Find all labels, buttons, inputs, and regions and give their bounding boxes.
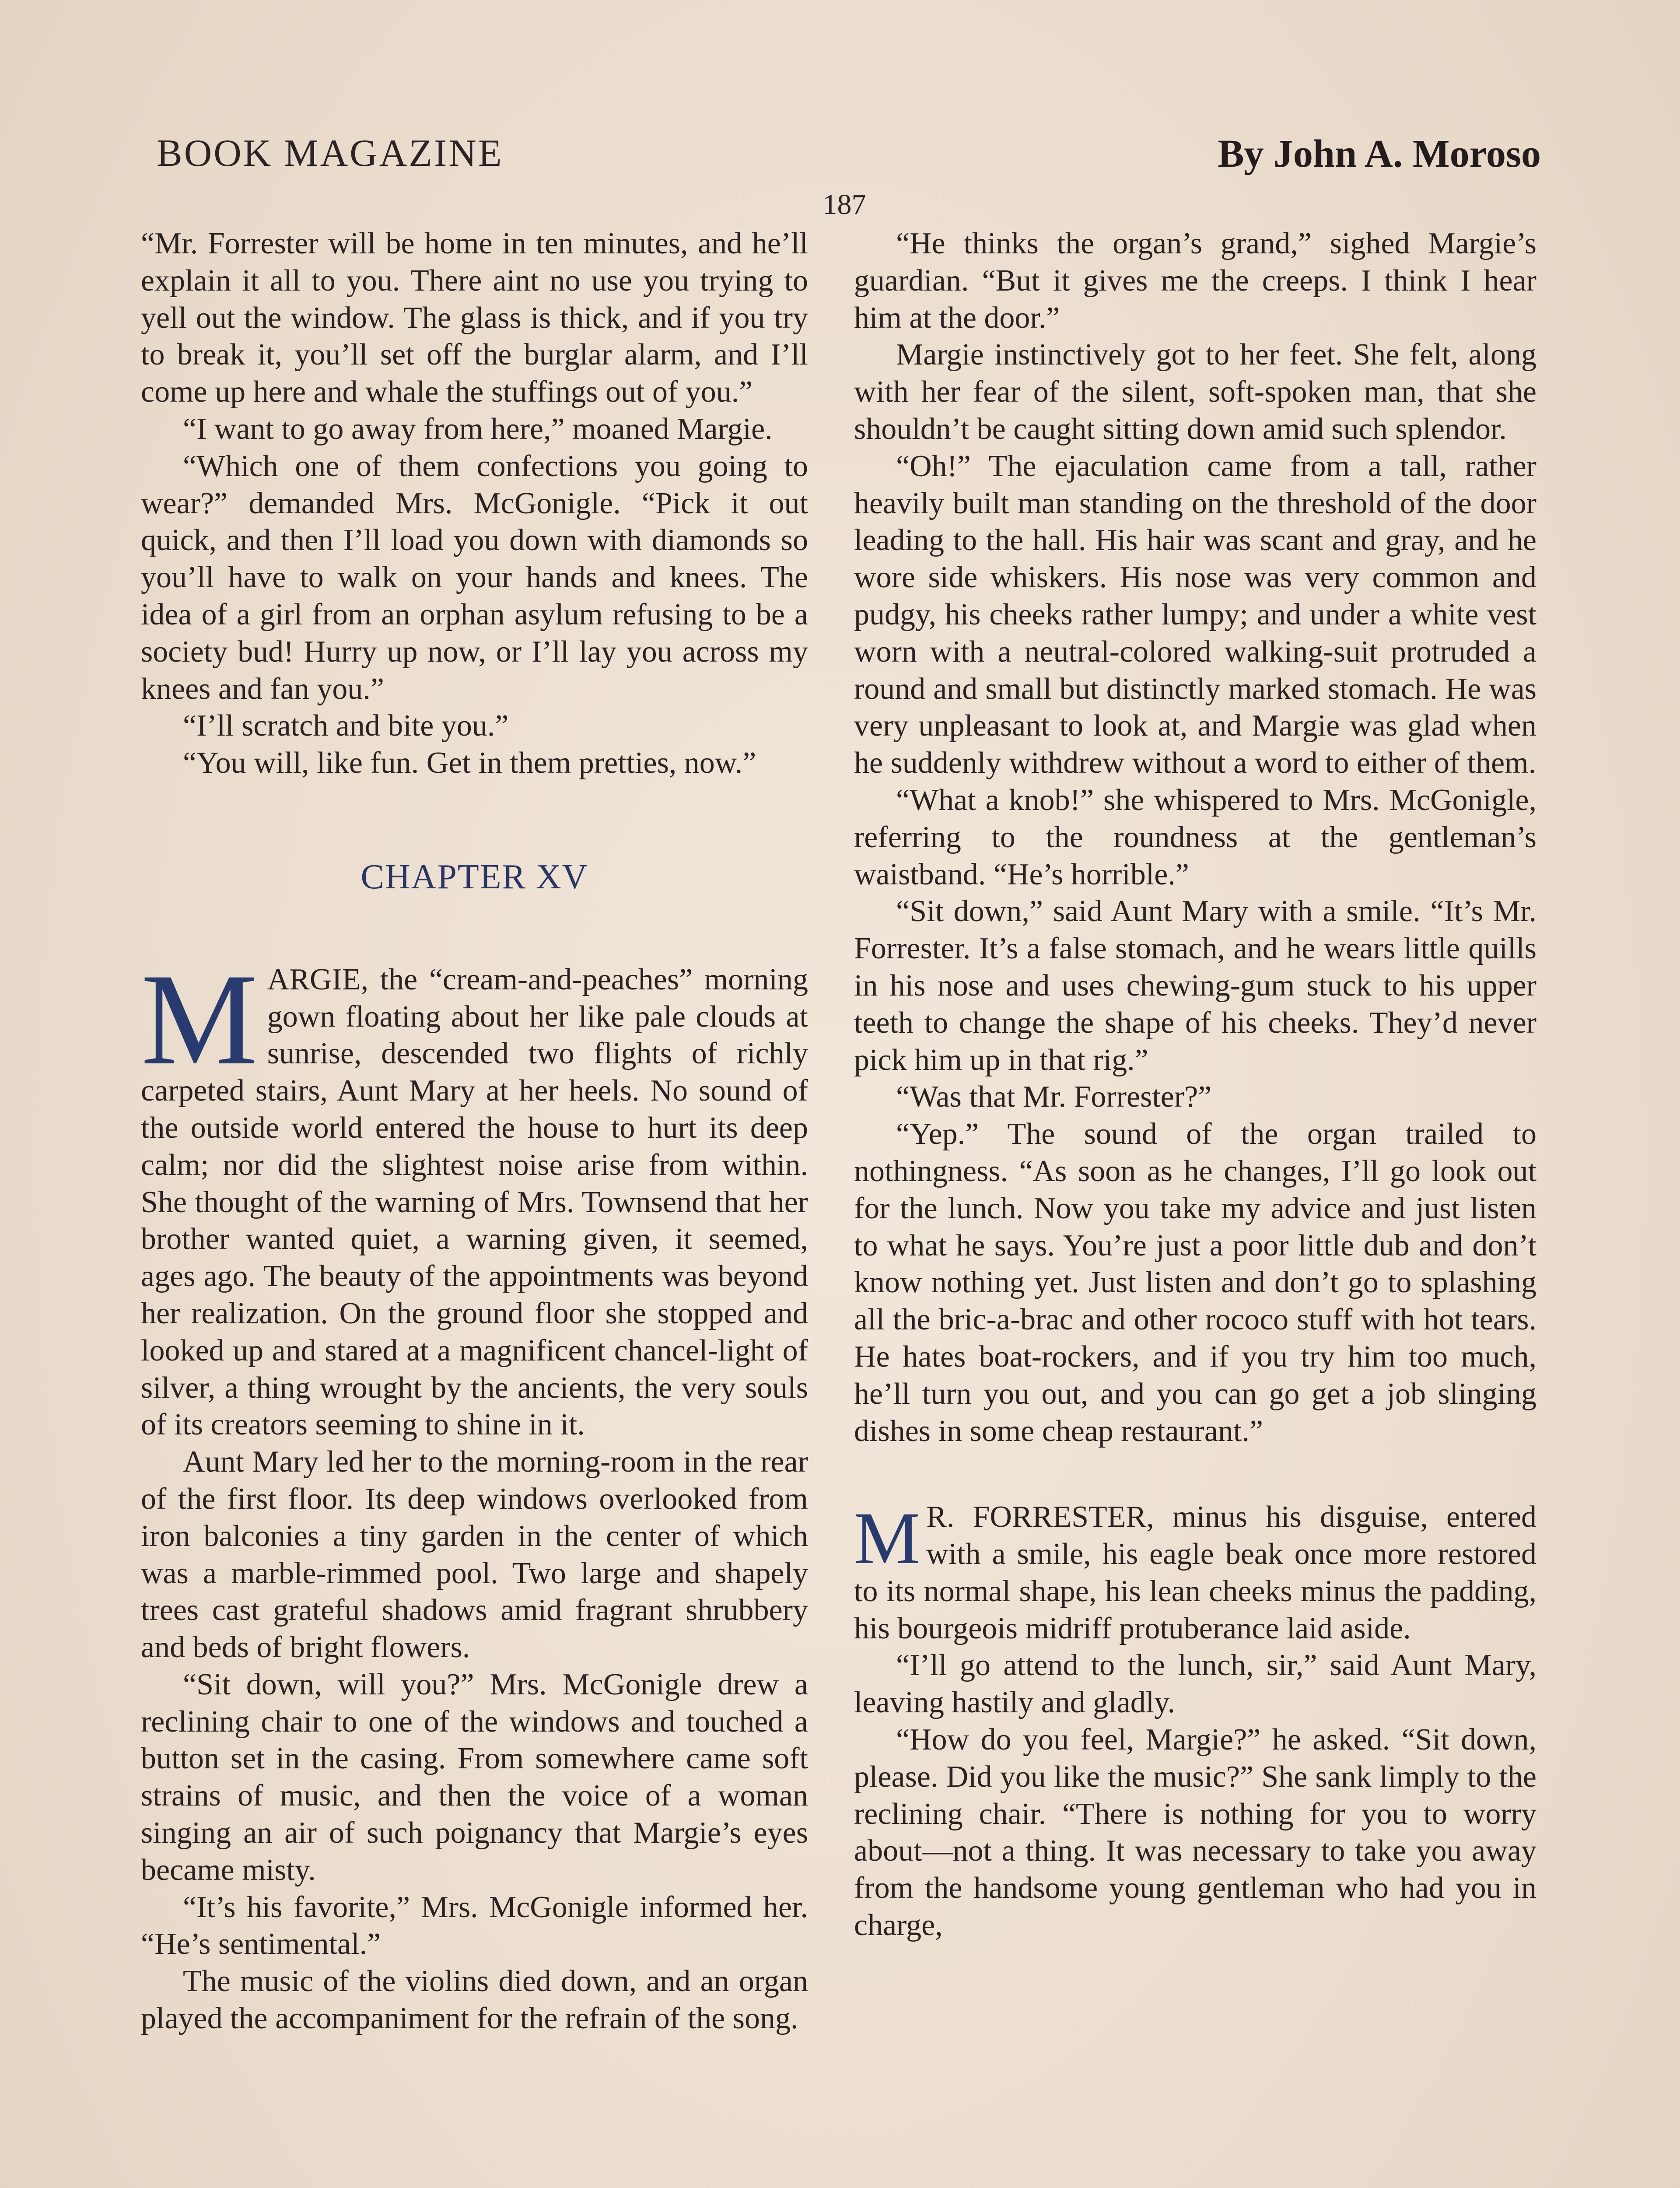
page-number: 187 (822, 189, 866, 221)
paragraph: “I want to go away from here,” moaned Margie. (183, 412, 773, 446)
paragraph: “It’s his favorite,” Mrs. McGonigle informed her. “He’s sentimental.” (141, 1890, 808, 1961)
paragraph: “How do you feel, Margie?” he asked. “Sit down, please. Did you like the music?” She sank limply to the reclining chair. “There is nothing for you to worry about—not a thing. It was necessary to take you away from the handsome young gentleman who had you in charge, (854, 1723, 1536, 1943)
chapter-opening-text: ARGIE, the “cream-and-peaches” morning gown floating about her like pale clouds at sunrise, descended two flights of richly carpeted stairs, Aunt Mary at her heels. No sound of the outside world entered the house to hurt its deep calm; nor did the slightest noise arise from within. She thought of the warning of Mrs. Townsend that her brother wanted quiet, a warning given, it seemed, ages ago. The beauty of the appointments was beyond her realization. On the ground floor she stopped and looked up and stared at a magnificent chancel-light of silver, a thing wrought by the ancients, the very souls of its creators seeming to shine in it. (141, 962, 808, 1442)
paragraph: “Sit down, will you?” Mrs. McGonigle drew a reclining chair to one of the windows and touched a button set in the casing. From somewhere came soft strains of music, and then the voice of a woman singing an air of such poignancy that Margie’s eyes became misty. (141, 1667, 808, 1887)
paragraph: “Yep.” The sound of the organ trailed to nothingness. “As soon as he changes, I’ll go look out for the lunch. Now you take my advice and just listen to what he says. You’re just a poor little dub and don’t know nothing yet. Just listen and don’t go to splashing all the bric-a-brac and other rococo stuff with hot tears. He hates boat-rockers, and if you try him too much, he’ll turn you out, and you can go get a job slinging dishes in some cheap restaurant.” (854, 1117, 1536, 1448)
paragraph: Aunt Mary led her to the morning-room in the rear of the first floor. Its deep windows overlooked from iron balconies a tiny garden in the center of which was a marble-rimmed pool. Two large and shapely trees cast grateful shadows amid fragrant shrubbery and beds of bright flowers. (141, 1445, 808, 1665)
paragraph: “Sit down,” said Aunt Mary with a smile. “It’s Mr. Forrester. It’s a false stomach, and he wears little quills in his nose and uses chewing-gum stuck to his upper teeth to change the shape of his cheeks. They’d never pick him up in that rig.” (854, 894, 1536, 1077)
paragraph: Margie instinctively got to her feet. She felt, along with her fear of the silent, soft-spoken man, that she shouldn’t be caught sitting down amid such splendor. (854, 338, 1536, 446)
paragraph: “I’ll go attend to the lunch, sir,” said Aunt Mary, leaving hastily and gladly. (854, 1648, 1536, 1720)
paragraph: “He thinks the organ’s grand,” sighed Margie’s guardian. “But it gives me the creeps. I think I hear him at the door.” (854, 227, 1536, 335)
chapter-opening-paragraph (141, 946, 808, 1444)
drop-cap: M (854, 1497, 920, 1580)
section-opening-paragraph (854, 1499, 1536, 1647)
magazine-title: BOOK MAGAZINE (157, 132, 504, 175)
paragraph: “Mr. Forrester will be home in ten minutes, and he’ll explain it all to you. There aint no use you trying to yell out the window. The glass is thick, and if you try to break it, you’ll set off the burglar alarm, and I’ll come up here and whale the stuffings out of you.” (141, 227, 808, 409)
paragraph: “Oh!” The ejaculation came from a tall, rather heavily built man standing on the threshold of the door leading to the hall. His hair was scant and gray, and he wore side whiskers. His nose was very common and pudgy, his cheeks rather lumpy; and under a white vest worn with a neutral-colored walking-suit protruded a round and small but distinctly marked stomach. He was very unpleasant to look at, and Margie was glad when he suddenly withdrew without a word to either of them. (854, 449, 1536, 780)
section-opening-text: R. FORRESTER, minus his disguise, entered with a smile, his eagle beak once more restored to its normal shape, his lean cheeks minus the padding, his bourgeois midriff protuberance laid aside. (854, 1500, 1536, 1645)
paragraph: “I’ll scratch and bite you.” (183, 709, 509, 743)
paragraph: “What a knob!” she whispered to Mrs. McGonigle, referring to the roundness at the gentleman’s waistband. “He’s horrible.” (854, 783, 1536, 891)
left-column (141, 225, 808, 2037)
drop-cap: M (141, 946, 258, 1092)
author-byline: By John A. Moroso (1218, 132, 1541, 175)
chapter-heading: CHAPTER XV (360, 857, 588, 896)
paragraph: “Which one of them confections you going to wear?” demanded Mrs. McGonigle. “Pick it out quick, and then I’ll load you down with diamonds so you’ll have to walk on your hands and knees. The idea of a girl from an orphan asylum refusing to be a society bud! Hurry up now, or I’ll lay you across my knees and fan you.” (141, 449, 808, 706)
paragraph: “You will, like fun. Get in them pretties, now.” (183, 746, 756, 780)
paragraph: The music of the violins died down, and an organ played the accompaniment for the refrain of the song. (141, 1964, 808, 2036)
paragraph: “Was that Mr. Forrester?” (896, 1080, 1212, 1114)
section-break (854, 1450, 1536, 1499)
right-column (854, 225, 1536, 1944)
